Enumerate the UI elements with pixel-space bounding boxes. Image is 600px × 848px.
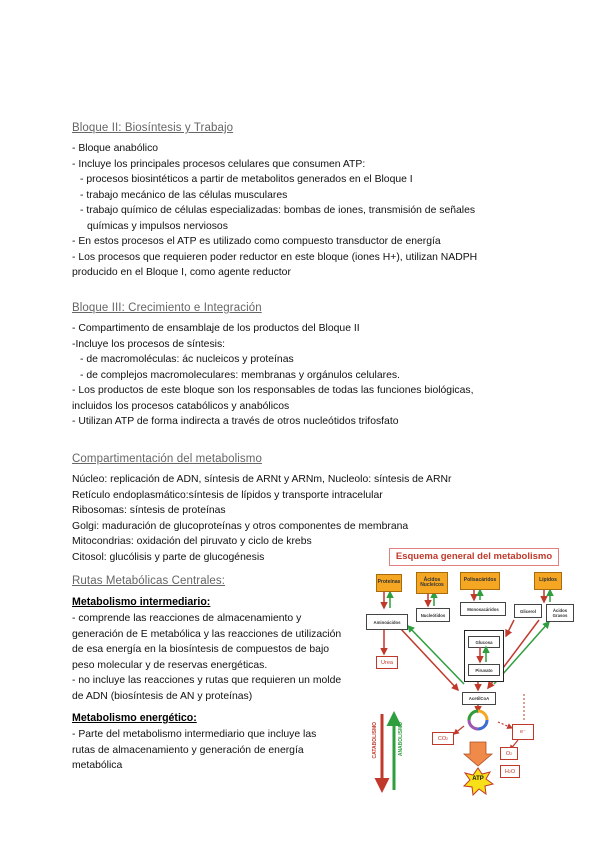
text-line: generación de E metabólica y las reacciones de utilización [72, 628, 342, 640]
text-line: químicas y impulsos nerviosos [87, 220, 228, 232]
text-line: metabólica [72, 760, 123, 771]
co2-label: CO [437, 735, 447, 742]
box-lipidos: Lípidos [534, 572, 562, 590]
h2o-label-h: H [504, 768, 509, 775]
text-line: Retículo endoplasmático:síntesis de lípidos y transporte intracelular [72, 489, 383, 501]
text-line: - comprende las reacciones de almacenamiento y [72, 613, 302, 624]
box-h2o [500, 765, 520, 778]
box-o2 [500, 747, 518, 760]
box-proteinas: Proteínas [376, 574, 402, 592]
box-polisacaridos: Polisacáridos [460, 572, 500, 590]
box-acidos-nucleicos: Ácidos Nucleicos [416, 572, 448, 594]
o2-label: O [505, 750, 511, 757]
text-line: - Los productos de este bloque son los responsables de todas las funciones biológicas, [72, 385, 474, 396]
box-acidos-grasos: Ácidos Grasos [546, 604, 574, 622]
text-line: - de complejos macromoleculares: membranas y orgánulos celulares. [80, 369, 400, 381]
text-line: - no incluye las reacciones y rutas que requieren un molde [72, 675, 342, 686]
bloque2-text [72, 141, 512, 281]
metabolism-diagram [364, 544, 576, 806]
text-line: incluidos los procesos catabólicos y anabólicos [72, 400, 290, 412]
intermediario-text [72, 611, 364, 704]
box-glicerol: Glicerol [514, 604, 542, 618]
text-line: - Bloque anabólico [72, 143, 159, 154]
text-line: - Compartimento de ensamblaje de los productos del Bloque II [72, 323, 360, 334]
compartimentacion-heading: Compartimentación del metabolismo [72, 453, 262, 465]
text-line: - de macromoléculas: ác nucleicos y proteínas [80, 354, 294, 365]
text-line: producido en el Bloque I, como agente reductor [72, 267, 291, 278]
box-electron: e⁻ [512, 724, 534, 740]
text-line: Citosol: glucólisis y parte de glucogénesis [72, 551, 265, 563]
text-line: peso molecular y de reservas energéticas. [72, 659, 268, 671]
text-line: de esa energía en la biosíntesis de compuestos de bajo [72, 644, 330, 655]
box-glucosa: Glucosa [468, 636, 500, 648]
rutas-heading: Rutas Metabólicas Centrales: [72, 575, 226, 587]
text-line: de ADN (biosíntesis de AN y proteínas) [72, 690, 253, 702]
text-line: Ribosomas: síntesis de proteínas [72, 505, 226, 516]
text-line: - Incluye los principales procesos celulares que consumen ATP: [72, 158, 366, 170]
text-line: - Los procesos que requieren poder reductor en este bloque (iones H+), utilizan NADPH [72, 251, 478, 263]
box-urea: Urea [376, 656, 398, 669]
text-line: rutas de almacenamiento y generación de energía [72, 744, 304, 756]
h2o-subscript: 2 [508, 769, 511, 774]
box-aminoacidos: Aminoácidos [366, 614, 408, 630]
bloque3-heading: Bloque III: Crecimiento e Integración [72, 302, 262, 314]
text-line: Mitocondrias: oxidación del piruvato y ciclo de krebs [72, 536, 312, 547]
catabolismo-label: CATABOLISMO [372, 722, 378, 759]
box-nucleotidos: Nucleótidos [416, 608, 450, 622]
text-line: - trabajo químico de células especializadas: bombas de iones, transmisión de señales [80, 205, 476, 216]
text-line: - procesos biosintéticos a partir de metabolitos generados en el Bloque I [80, 174, 413, 185]
energetico-text [72, 727, 364, 774]
text-line: - Utilizan ATP de forma indirecta a través de otros nucleótidos trifosfato [72, 416, 399, 427]
text-line: - trabajo mecánico de las células musculares [80, 189, 288, 201]
text-line: Núcleo: replicación de ADN, síntesis de ARNt y ARNm, Nucleolo: síntesis de ARNr [72, 474, 452, 485]
box-monosacaridos: Monosacáridos [460, 602, 506, 616]
box-co2 [432, 732, 454, 745]
co2-subscript: 2 [446, 736, 449, 741]
bloque2-heading: Bloque II: Biosíntesis y Trabajo [72, 122, 234, 134]
bloque3-text [72, 321, 512, 430]
box-piruvato: Piruvato [468, 664, 500, 676]
text-line: - Parte del metabolismo intermediario que incluye las [72, 729, 317, 740]
diagram-title: Esquema general del metabolismo [389, 548, 559, 566]
text-line: -Incluye los procesos de síntesis: [72, 338, 226, 350]
text-line: - En estos procesos el ATP es utilizado como compuesto transductor de energía [72, 236, 441, 247]
o2-subscript: 2 [510, 751, 513, 756]
intermediario-title: Metabolismo intermediario: [72, 596, 211, 608]
box-acetilcoa: AcetilCoA [462, 692, 496, 705]
energetico-title: Metabolismo energético: [72, 712, 197, 724]
atp-label: ATP [472, 776, 484, 782]
text-line: Golgi: maduración de glucoproteínas y otros componentes de membrana [72, 520, 409, 532]
h2o-label-o: O [510, 768, 516, 775]
anabolismo-label: ANABOLISMO [398, 722, 404, 757]
